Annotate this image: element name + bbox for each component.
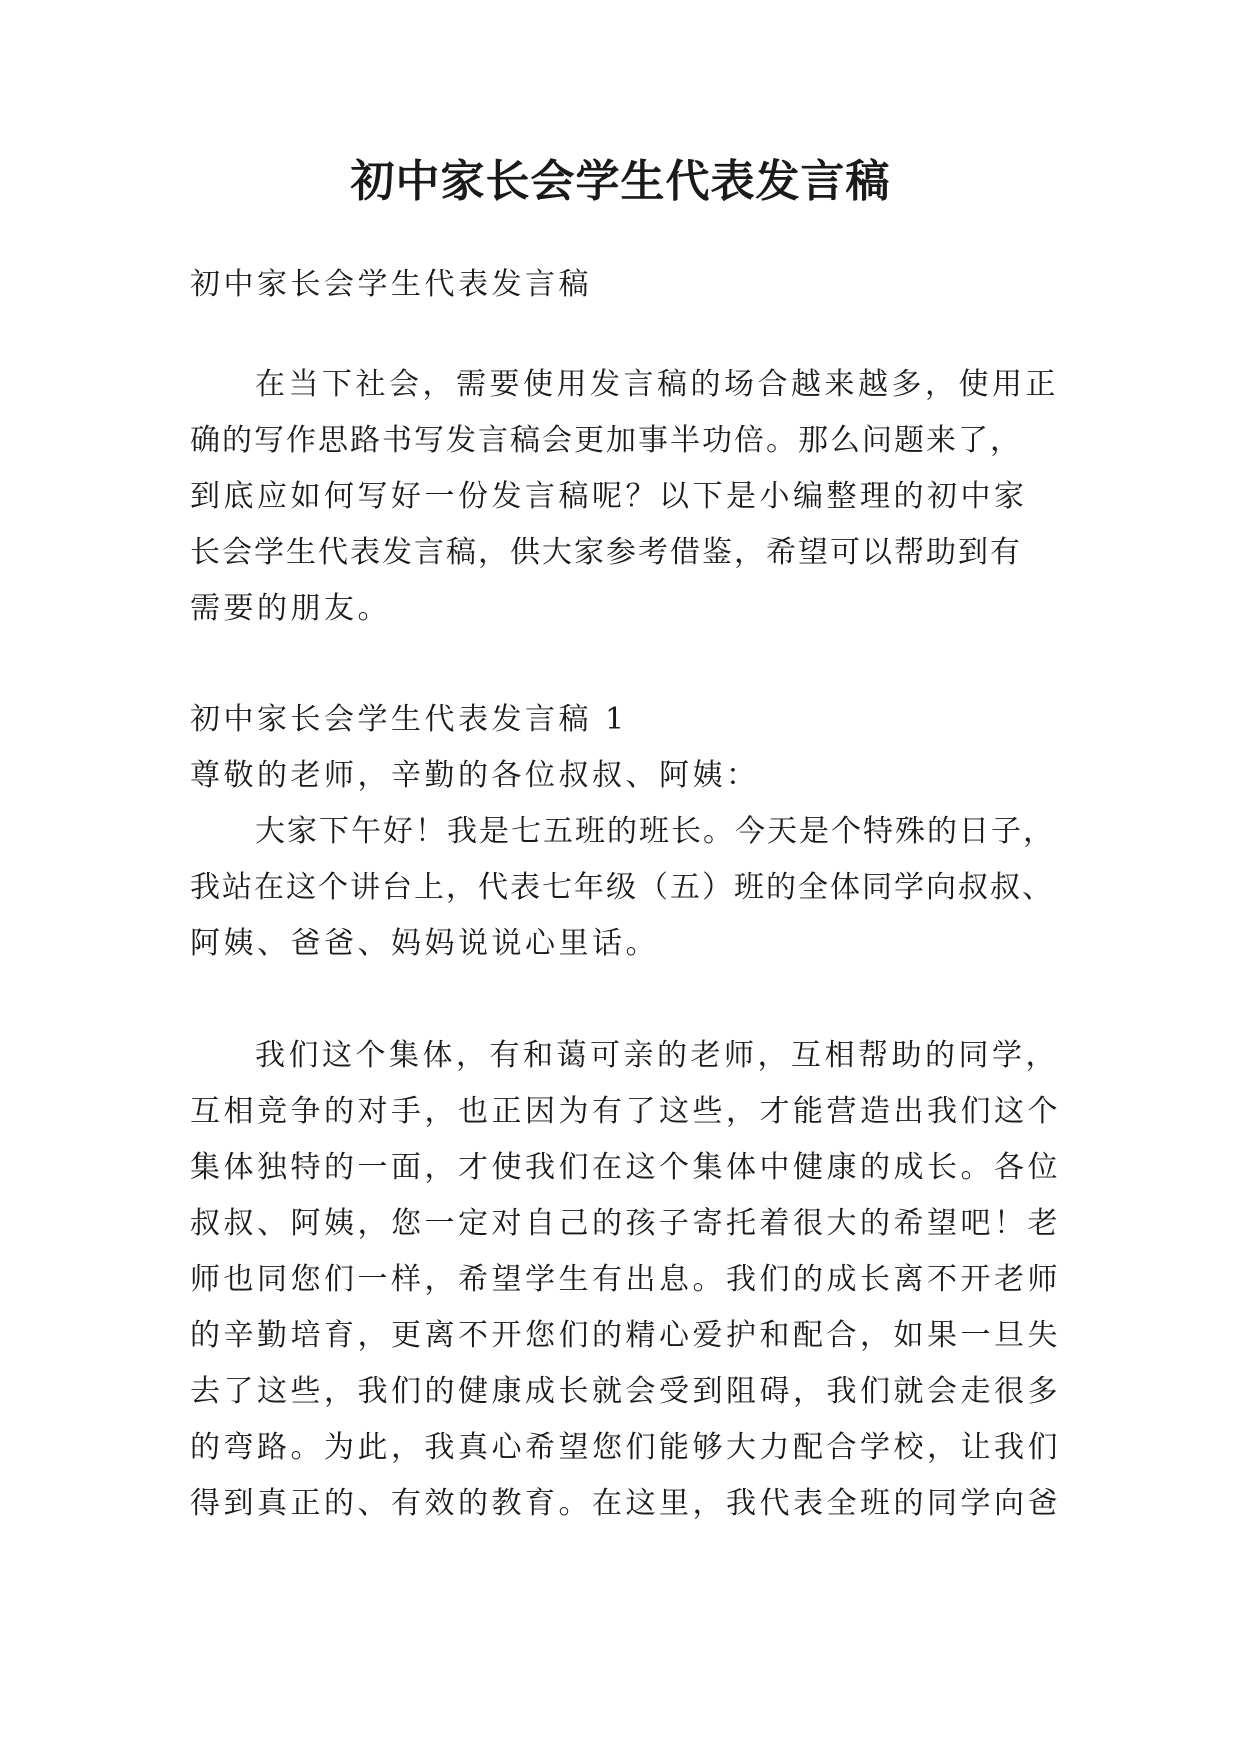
section-heading: 初中家长会学生代表发言稿 1 — [190, 702, 628, 737]
text-line: 去了这些，我们的健康成长就会受到阻碍，我们就会走很多 — [190, 1374, 1061, 1409]
text-line: 阿姨、爸爸、妈妈说说心里话。 — [190, 926, 659, 961]
text-line: 的辛勤培育，更离不开您们的精心爱护和配合，如果一旦失 — [190, 1318, 1061, 1353]
text-line: 我们这个集体，有和蔼可亲的老师，互相帮助的同学， — [255, 1038, 1059, 1073]
salutation: 尊敬的老师，辛勤的各位叔叔、阿姨： — [190, 758, 760, 793]
text-line: 的弯路。为此，我真心希望您们能够大力配合学校，让我们 — [190, 1430, 1061, 1465]
text-line: 大家下午好！我是七五班的班长。今天是个特殊的日子， — [255, 814, 1055, 849]
text-line: 叔叔、阿姨，您一定对自己的孩子寄托着很大的希望吧！老 — [190, 1206, 1061, 1241]
document-subtitle: 初中家长会学生代表发言稿 — [190, 267, 592, 302]
text-line: 需要的朋友。 — [190, 591, 391, 626]
text-line: 长会学生代表发言稿，供大家参考借鉴，希望可以帮助到有 — [190, 535, 1022, 570]
text-line: 得到真正的、有效的教育。在这里，我代表全班的同学向爸 — [190, 1486, 1061, 1521]
text-line: 师也同您们一样，希望学生有出息。我们的成长离不开老师 — [190, 1262, 1061, 1297]
text-line: 确的写作思路书写发言稿会更加事半功倍。那么问题来了， — [190, 423, 1022, 458]
text-line: 我站在这个讲台上，代表七年级（五）班的全体同学向叔叔、 — [190, 870, 1054, 905]
text-line: 到底应如何写好一份发言稿呢？以下是小编整理的初中家 — [190, 479, 1028, 514]
text-line: 集体独特的一面，才使我们在这个集体中健康的成长。各位 — [190, 1150, 1061, 1185]
text-line: 在当下社会，需要使用发言稿的场合越来越多，使用正 — [255, 367, 1059, 402]
text-line: 互相竞争的对手，也正因为有了这些，才能营造出我们这个 — [190, 1094, 1061, 1129]
document-title: 初中家长会学生代表发言稿 — [350, 156, 891, 207]
